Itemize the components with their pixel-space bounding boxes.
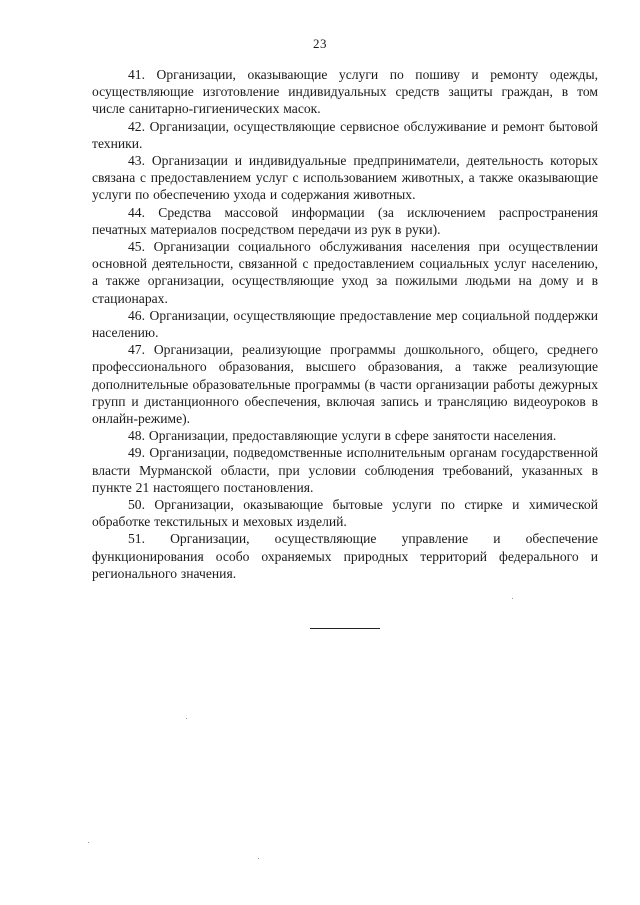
paragraph-50: 50. Организации, оказывающие бытовые услуги по стирке и химической обработке текстильных и меховых изделий. [92,497,598,530]
scan-speck [186,718,187,719]
scan-speck [88,842,89,843]
paragraph-47: 47. Организации, реализующие программы дошкольного, общего, среднего профессионального образования, высшего образования, а также реализующие дополнительные образовательные программы (в части организации работы дежурных групп и дистанционного обеспечения, включая запись и трансляцию видеоуроков в онлайн-режиме). [92,342,598,427]
paragraph-42: 42. Организации, осуществляющие сервисное обслуживание и ремонт бытовой техники. [92,118,598,151]
scan-speck [512,598,513,599]
paragraph-48: 48. Организации, предоставляющие услуги в сфере занятости населения. [128,428,557,444]
document-body [92,66,598,582]
paragraph-46: 46. Организации, осуществляющие предоставление мер социальной поддержки населению. [92,307,598,341]
paragraph-43: 43. Организации и индивидуальные предприниматели, деятельность которых связана с предоставлением услуг с использованием животных, а также оказывающие услуги по обеспечению ухода и содержания животных. [92,153,598,203]
paragraph-51: 51. Организации, осуществляющие управление и обеспечение функционирования особо охраняемых природных территорий федерального и регионального значения. [92,531,598,581]
paragraph-41: 41. Организации, оказывающие услуги по пошиву и ремонту одежды, осуществляющие изготовление индивидуальных средств защиты граждан, в том числе санитарно-гигиенических масок. [92,67,598,117]
scan-speck [258,858,259,859]
paragraph-45: 45. Организации социального обслуживания населения при осуществлении основной деятельности, связанной с предоставлением социальных услуг населению, а также организации, осуществляющие уход за пожилыми людьми на дому и в стационарах. [92,239,598,306]
page-number: 23 [313,36,327,51]
paragraph-49: 49. Организации, подведомственные исполнительным органам государственной власти Мурманской области, при условии соблюдения требований, указанных в пункте 21 настоящего постановления. [92,445,598,495]
end-separator-line [310,628,380,629]
paragraph-44: 44. Средства массовой информации (за исключением распространения печатных материалов посредством передачи из рук в руки). [92,204,598,237]
